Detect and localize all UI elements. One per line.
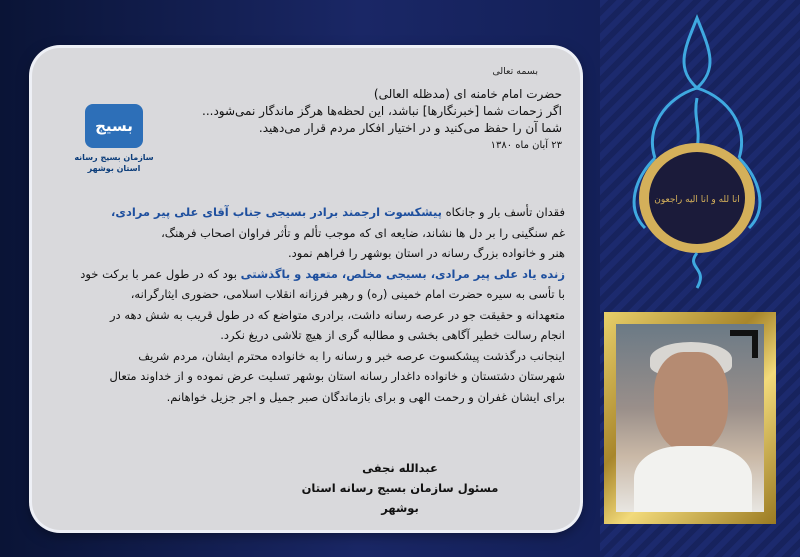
highlighted-text: پیشکسوت ارجمند برادر بسیجی جناب آقای علی پیر مرادی، <box>111 205 442 219</box>
highlighted-text: زنده یاد علی پیر مرادی، بسیجی مخلص، متعهد و باگذشتی <box>240 266 565 281</box>
signature-block <box>300 458 500 518</box>
mourning-ribbon-icon <box>730 330 758 358</box>
body-line <box>55 243 565 264</box>
body-text-segment: با تأسی به سیره حضرت امام خمینی (ره) و رهبر فرزانه انقلاب اسلامی، حضوری ایثارگرانه، <box>130 287 565 301</box>
body-text-segment: بود که در طول عمر با برکت خود <box>80 266 241 281</box>
quote-line: حضرت امام خامنه ای (مدظله العالی) <box>373 87 562 101</box>
body-line <box>55 284 565 305</box>
logo-line2: استان بوشهر <box>87 164 141 173</box>
body-line <box>55 264 565 285</box>
signature-title: مسئول سازمان بسیج رسانه استان بوشهر <box>301 481 499 515</box>
header-basmala: بسمه تعالی <box>492 66 538 77</box>
portrait-frame <box>604 312 776 524</box>
leader-quote <box>202 86 562 154</box>
portrait-photo <box>616 324 764 512</box>
portrait-face <box>654 352 728 452</box>
quote-line: شما آن را حفظ می‌کنید و در اختیار افکار مردم قرار می‌دهید. <box>258 121 562 135</box>
condolence-body <box>55 202 565 407</box>
body-text-segment: فقدان تأسف بار و جانکاه <box>441 205 565 219</box>
calligraphy-text: انا لله و انا الیه راجعون <box>654 195 740 205</box>
body-line <box>55 325 565 346</box>
body-line <box>55 202 565 223</box>
body-line <box>55 346 565 367</box>
body-line <box>55 366 565 387</box>
body-text-segment: اینجانب درگذشت پیشکسوت عرصه خبر و رسانه را به خانواده محترم ایشان، مردم شریف <box>138 348 565 363</box>
body-text-segment: برای ایشان غفران و رحمت الهی و برای بازماندگان صبر جمیل و اجر جزیل خواهانم. <box>166 389 565 404</box>
body-line <box>55 387 565 408</box>
body-text-segment: هنر و خانواده بزرگ رسانه در استان بوشهر را فراهم نمود. <box>288 246 565 260</box>
quote-line: اگر زحمات شما [خبرنگارها] نباشد، این لحظه‌ها هرگز ماندگار نمی‌شود... <box>202 104 562 118</box>
body-text-segment: انجام رسالت خطیر آگاهی بخشی و مطالبه گری از هیچ تلاشی دریغ نکرد. <box>220 328 565 342</box>
body-text-segment: شهرستان دشتستان و خانواده داغدار رسانه استان بوشهر تسلیت عرض نموده و از خداوند متعال <box>109 369 565 383</box>
signature-name: عبدالله نجفی <box>362 461 438 475</box>
body-line <box>55 223 565 244</box>
quote-line: ۲۳ آبان ماه ۱۳۸۰ <box>490 140 562 151</box>
logo-mark: بسیج <box>85 104 143 148</box>
basij-media-logo <box>74 104 154 174</box>
body-line <box>55 305 565 326</box>
calligraphy-ornament <box>615 8 780 298</box>
logo-line1: سازمان بسیج رسانه <box>74 153 154 162</box>
body-text-segment: غم سنگینی را بر دل ها نشاند، ضایعه ای که موجب تألم و تأثر فراوان اصحاب فرهنگ، <box>161 225 565 240</box>
portrait-shirt <box>634 446 752 512</box>
body-text-segment: متعهدانه و حقیقت جو در عرصه رسانه داشت، برادری متواضع که در طول قریب به شش دهه در <box>109 307 565 322</box>
